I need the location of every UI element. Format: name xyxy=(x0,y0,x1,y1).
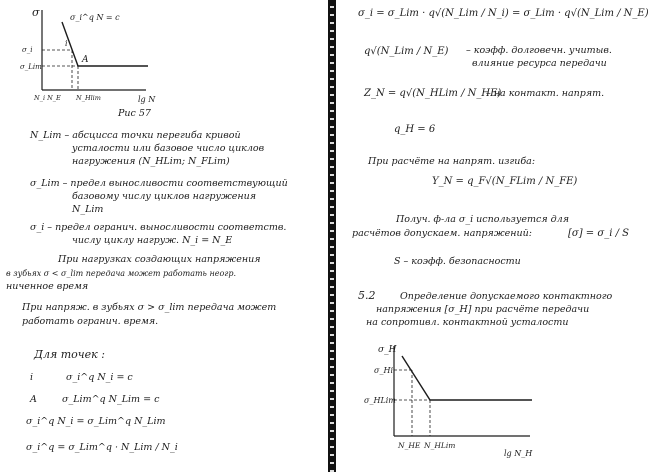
section-title-2: напряжения [σ_H] при расчёте передачи xyxy=(376,304,590,315)
formula-allowable: [σ] = σ_i / S xyxy=(568,228,629,239)
p2-line-1: При напряж. в зубьях σ > σ_lim передача может xyxy=(22,302,277,313)
nlim-line-1: N_Lim – абсцисса точки перегиба кривой xyxy=(30,130,241,141)
point-a-equation: σ_Lim^q N_Lim = c xyxy=(62,394,160,405)
g2-x-tick-hlim: N_HLim xyxy=(424,441,456,450)
durability-text-2: влияние ресурса передачи xyxy=(472,58,607,69)
slim-line-2: базовому числу циклов нагружения xyxy=(72,191,257,202)
notebook-binding xyxy=(328,0,336,472)
si-line-2: числу циклу нагруж. N_i = N_E xyxy=(72,235,233,246)
fatigue-curve-graph xyxy=(20,6,160,104)
right-page xyxy=(336,0,662,472)
fatigue-curve-svg xyxy=(20,6,160,104)
p1-line-1: При нагрузках создающих напряжения xyxy=(58,254,261,265)
formula-sigma-i: σ_i = σ_Lim · q√(N_Lim / N_i) = σ_Lim · q√(N_Lim / N_E) xyxy=(358,8,649,19)
g2-curve-line xyxy=(402,356,532,400)
equation-combined: σ_i^q N_i = σ_Lim^q N_Lim xyxy=(26,416,166,427)
allow-text-1: Получ. ф-ла σ_i используется для xyxy=(396,214,569,225)
nlim-line-3: нагружения (N_HLim; N_FLim) xyxy=(72,156,230,167)
g2-y-axis-label: σ_H xyxy=(378,345,397,355)
left-page xyxy=(0,0,328,472)
y-tick-sigma-i: σ_i xyxy=(22,46,33,54)
safety-text: S – коэфф. безопасности xyxy=(394,256,521,267)
y-axis-label: σ xyxy=(32,6,40,19)
formula-zn: Z_N = q√(N_HLim / N_HE) xyxy=(364,88,502,99)
slim-line-3: N_Lim xyxy=(72,204,104,215)
g2-y-tick-hi: σ_Hi xyxy=(374,366,393,375)
p1-line-2: в зубьях σ < σ_lim передача может работать неогр. xyxy=(6,269,236,278)
point-i-equation: σ_i^q N_i = c xyxy=(66,372,133,383)
equation-solved: σ_i^q = σ_Lim^q · N_Lim / N_i xyxy=(26,442,178,453)
g2-x-tick-he: N_HE xyxy=(398,441,421,450)
y-tick-sigma-lim: σ_Lim xyxy=(20,63,42,71)
point-a-row-label: A xyxy=(30,394,37,405)
points-title: Для точек : xyxy=(34,348,105,361)
contact-stress-graph xyxy=(354,340,544,468)
nlim-line-2: усталости или базовое число циклов xyxy=(72,143,265,154)
x-tick-ni: N_i N_E xyxy=(34,94,61,102)
zn-text: – на контакт. напрят. xyxy=(486,88,605,99)
fatigue-curve-line xyxy=(62,22,148,66)
allow-text-2: расчётов допускаем. напряжений: xyxy=(352,228,532,239)
si-line-1: σ_i – предел огранич. выносливости соответств. xyxy=(30,222,287,233)
section-number: 5.2 xyxy=(358,289,376,302)
p2-line-2: работать огранич. время. xyxy=(22,316,159,327)
section-title-3: на сопротивл. контактной усталости xyxy=(366,317,569,328)
curve-label: σ_i^q N = c xyxy=(70,13,120,22)
x-tick-nlim: N_Hlim xyxy=(76,94,101,102)
g2-y-tick-hlim: σ_HLim xyxy=(364,396,396,405)
formula-durability-root: q√(N_Lim / N_E) xyxy=(364,46,449,57)
section-title-1: Определение допускаемого контактного xyxy=(400,291,613,302)
formula-qh: q_H = 6 xyxy=(394,124,436,135)
slim-line-1: σ_Lim – предел выносливости соответствующий xyxy=(30,178,288,189)
contact-stress-svg xyxy=(354,340,544,468)
durability-text-1: – коэфф. долговечн. учитыв. xyxy=(466,45,612,56)
point-i-row-label: i xyxy=(30,372,34,383)
figure-caption: Рис 57 xyxy=(118,108,151,119)
bending-text: При расчёте на напрят. изгиба: xyxy=(368,156,536,167)
point-i-label: i xyxy=(65,39,68,48)
point-a-label: A xyxy=(82,55,89,65)
formula-yn: Y_N = q_F√(N_FLim / N_FE) xyxy=(432,176,578,187)
g2-x-axis-label: lg N_H xyxy=(504,449,533,458)
p1-line-3: ниченное время xyxy=(6,281,89,292)
x-axis-label: lg N xyxy=(138,95,156,104)
